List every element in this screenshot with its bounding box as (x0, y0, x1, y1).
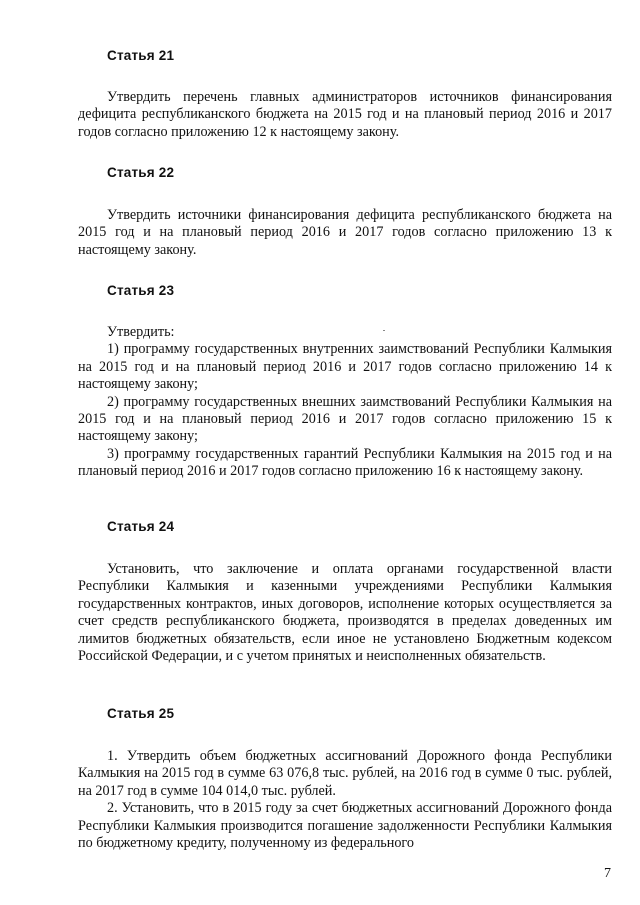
article-23-paragraph-2: 1) программу государственных внутренних заимствований Республики Калмыкия на 2015 год и на плановый период 2016 и 2017 годов согласно приложению 14 к настоящему закону; (78, 341, 612, 393)
article-23-paragraph-3: 2) программу государственных внешних заимствований Республики Калмыкия на 2015 год и на плановый период 2016 и 2017 годов согласно приложению 15 к настоящему закону; (78, 393, 612, 445)
article-23-paragraph-4: 3) программу государственных гарантий Республики Калмыкия на 2015 год и на плановый период 2016 и 2017 годов согласно приложению 16 к настоящему закону. (78, 445, 612, 480)
article-25-body (78, 748, 612, 852)
article-21-body (78, 89, 612, 141)
article-25-heading: Статья 25 (107, 706, 175, 721)
article-21-heading: Статья 21 (107, 48, 175, 63)
article-24-body (78, 561, 612, 665)
article-25-paragraph-2: 2. Установить, что в 2015 году за счет бюджетных ассигнований Дорожного фонда Республики Калмыкия производится погашение задолженности Республики Калмыкия по бюджетному кредиту, полученному из федерального (78, 800, 612, 852)
article-23-paragraph-1: Утвердить: (107, 324, 175, 340)
scan-speck (383, 330, 385, 331)
article-22-paragraph-1: Утвердить источники финансирования дефицита республиканского бюджета на 2015 год и на плановый период 2016 и 2017 годов согласно приложению 13 к настоящему закону. (78, 207, 612, 258)
article-23-body (78, 324, 612, 481)
article-24-heading: Статья 24 (107, 519, 175, 534)
page-number: 7 (604, 866, 611, 881)
article-21-paragraph-1: Утвердить перечень главных администраторов источников финансирования дефицита республиканского бюджета на 2015 год и на плановый период 2016 и 2017 годов согласно приложению 12 к настоящему закону. (78, 89, 612, 140)
article-22-body (78, 207, 612, 259)
article-23-heading: Статья 23 (107, 283, 175, 298)
article-24-paragraph-1: Установить, что заключение и оплата органами государственной власти Республики Калмыкия и казенными учреждениями Республики Калмыкия государственных контрактов, иных договоров, исполнение которых осуществляется за счет средств республиканского бюджета, производятся в пределах доведенных им лимитов бюджетных обязательств, если иное не установлено Бюджетным кодексом Российской Федерации, и с учетом принятых и неисполненных обязательств. (78, 561, 612, 665)
article-22-heading: Статья 22 (107, 165, 175, 180)
article-25-paragraph-1: 1. Утвердить объем бюджетных ассигнований Дорожного фонда Республики Калмыкия на 2015 год в сумме 63 076,8 тыс. рублей, на 2016 год в сумме 0 тыс. рублей, на 2017 год в сумме 104 014,0 тыс. рублей. (78, 748, 612, 799)
